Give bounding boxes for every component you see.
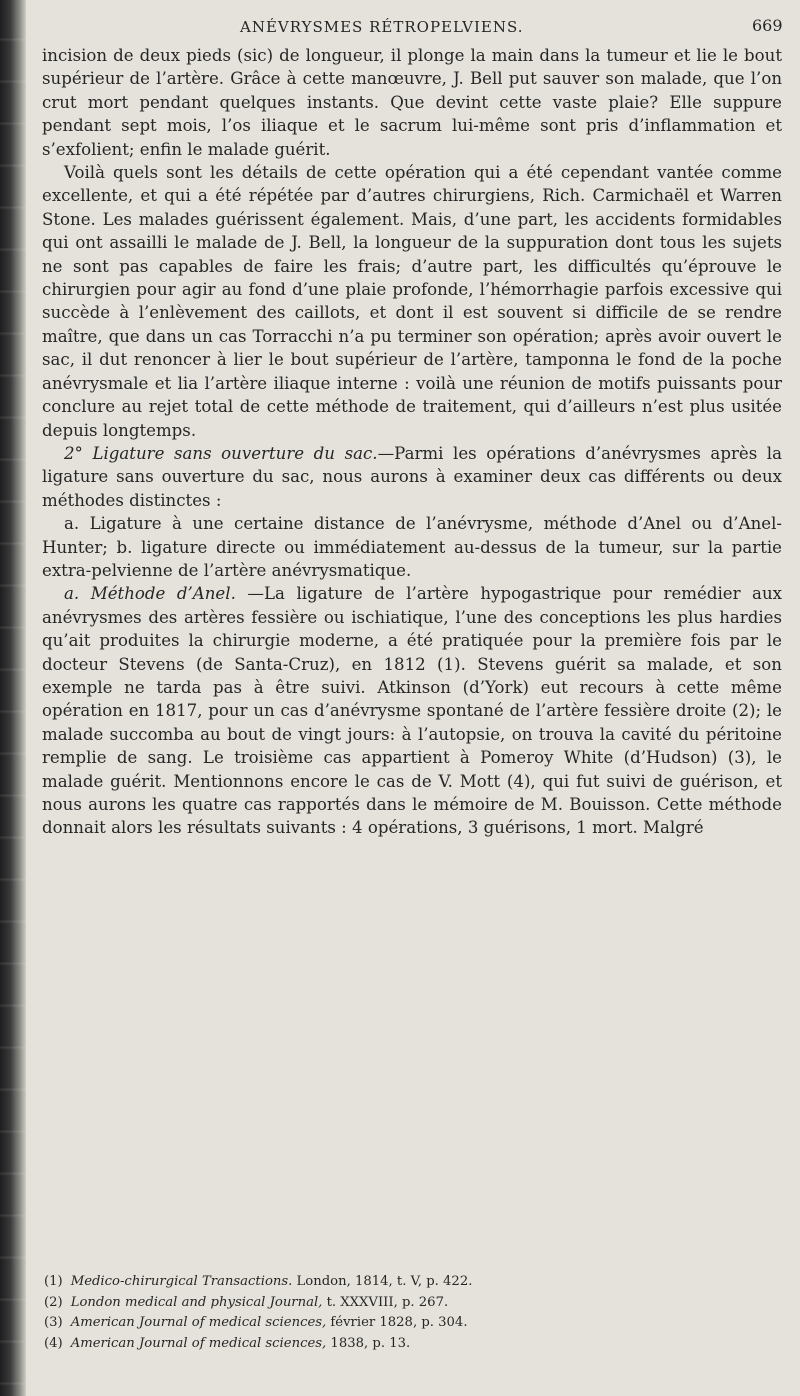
- section-heading-ligature: 2° Ligature sans ouverture du sac.: [64, 443, 378, 463]
- footnote-number: (3): [44, 1315, 63, 1330]
- footnote-number: (1): [44, 1274, 63, 1289]
- footnotes: [42, 1272, 782, 1354]
- body-text: [42, 44, 782, 840]
- footnote-number: (4): [44, 1335, 63, 1351]
- footnote-detail: 1838, p. 13.: [326, 1335, 411, 1351]
- running-title: ANÉVRYSMES RÉTROPELVIENS.: [240, 18, 524, 36]
- footnote-detail: t. XXXVIII, p. 267.: [322, 1294, 449, 1310]
- footnote-source: American Journal of medical sciences,: [70, 1335, 327, 1351]
- paragraph-methods: a. Ligature à une certaine distance de l’anévrysme, méthode d’Anel ou d’Anel-Hunter; b. ligature directe ou immédiatement au-dessus de la tumeur, sur la partie extra-pelvienne de l’artère anévrysmatique.: [42, 514, 782, 580]
- footnote: [42, 1293, 782, 1314]
- paragraph-anel: [42, 582, 782, 839]
- footnote: [42, 1334, 782, 1355]
- footnote-source: Medico-chirurgical Transactions.: [70, 1274, 293, 1289]
- footnote-source: American Journal of medical sciences,: [70, 1315, 327, 1330]
- footnote-number: (2): [44, 1294, 63, 1310]
- footnote-source: London medical and physical Journal,: [70, 1294, 323, 1310]
- footnote: [42, 1272, 782, 1293]
- footnote-detail: London, 1814, t. V, p. 422.: [292, 1274, 473, 1289]
- footnote: [42, 1313, 782, 1334]
- page-header: [40, 14, 792, 38]
- paragraph-continuation: incision de deux pieds (sic) de longueur, il plonge la main dans la tumeur et lie le bout supérieur de l’artère. Grâce à cette manœuvre, J. Bell put sauver son malade, que l’on crut mort pendant quelques instants. Que devint cette vaste plaie? Elle suppure pendant sept mois, l’os iliaque et le sacrum lui-même sont pris d’inflammation et s’exfolient; enfin le malade guérit.: [42, 46, 782, 159]
- book-page: [40, 14, 792, 1384]
- footnote-detail: février 1828, p. 304.: [326, 1315, 468, 1330]
- section-text-anel: —La ligature de l’artère hypogastrique pour remédier aux anévrysmes des artères fessière ou ischiatique, l’une des conceptions les plus hardies qu’ait produites la chirurgie moderne, a été pratiquée pour la première fois par le docteur Stevens (de Santa-Cruz), en 1812 (1). Stevens guérit sa malade, et son exemple ne tarda pas à être suivi. Atkinson (d’York) eut recours à cette même opération en 1817, pour un cas d’anévrysme spontané de l’artère fessière droite (2); le malade succomba au bout de vingt jours: à l’autopsie, on trouva la cavité du péritoine remplie de sang. Le troisième cas appartient à Pomeroy White (d’Hudson) (3), le malade guérit. Mentionnons encore le cas de V. Mott (4), qui fut suivi de guérison, et nous aurons les quatre cas rapportés dans le mémoire de M. Bouisson. Cette méthode donnait alors les résultats suivants : 4 opérations, 3 guérisons, 1 mort. Malgré: [42, 584, 782, 838]
- binding-texture: [0, 0, 26, 1396]
- paragraph-bell-operation: Voilà quels sont les détails de cette opération qui a été cependant vantée comme excellente, et qui a été répétée par d’autres chirurgiens, Rich. Carmichaël et Warren Stone. Les malades guérissent également. Mais, d’une part, les accidents formidables qui ont assailli le malade de J. Bell, la longueur de la suppuration dont tous les sujets ne sont pas capables de faire les frais; d’autre part, les difficultés qu’éprouve le chirurgien pour agir au fond d’une plaie profonde, l’hémorrhagie parfois excessive qui succède à l’enlèvement des caillots, et dont il est souvent si difficile de se rendre maître, que dans un cas Torracchi n’a pu terminer son opération; après avoir ouvert le sac, il dut renoncer à lier le bout supérieur de l’artère, tamponna le fond de la poche anévrysmale et lia l’artère iliaque interne : voilà une réunion de motifs puissants pour conclure au rejet total de cette méthode de traitement, qui d’ailleurs n’est plus usitée depuis longtemps.: [42, 163, 782, 440]
- section-heading-anel: a. Méthode d’Anel.: [64, 584, 236, 604]
- section-text-ligature: —Parmi les opérations d’anévrysmes après la ligature sans ouverture du sac, nous aurons à examiner deux cas différents ou deux méthodes distinctes :: [42, 443, 782, 510]
- paragraph-ligature-heading: [42, 442, 782, 512]
- page-number: 669: [752, 16, 783, 35]
